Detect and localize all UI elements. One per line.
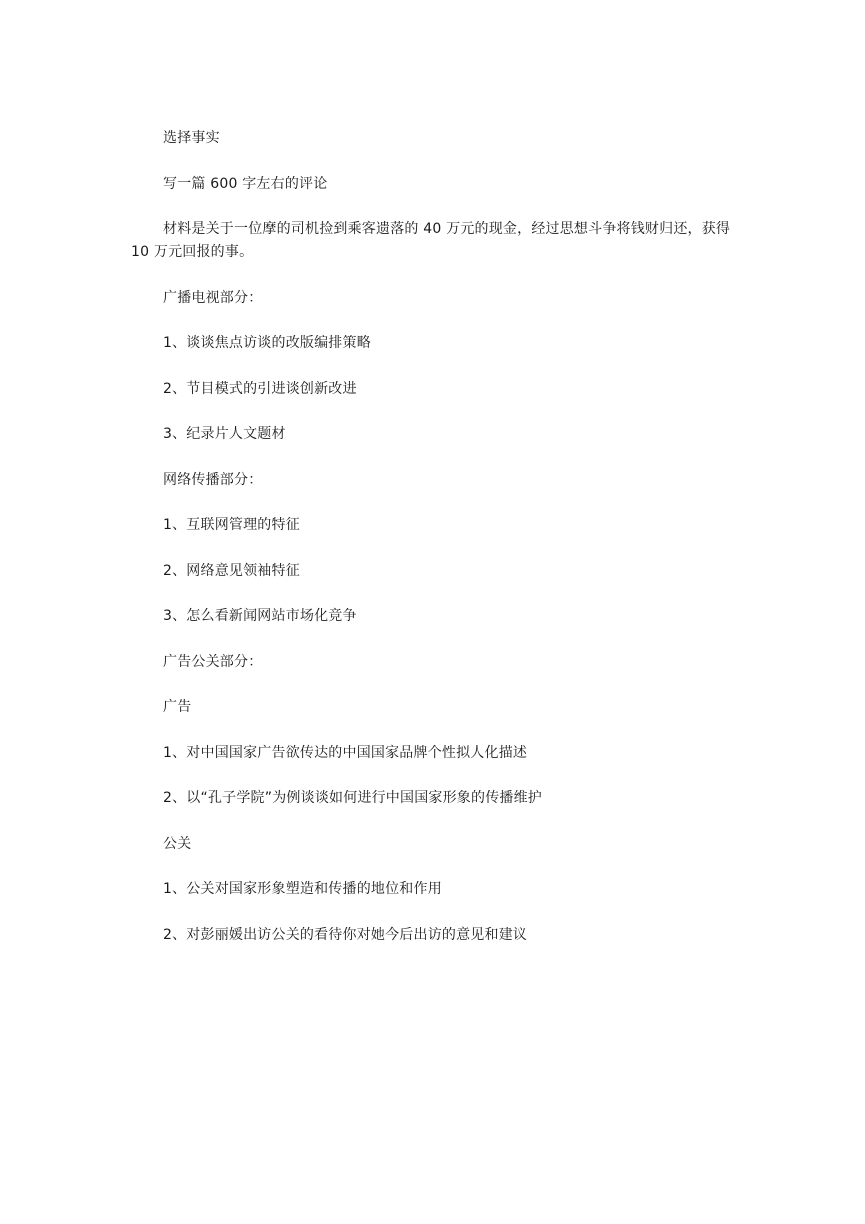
- section-heading-broadcast: 广播电视部分：: [163, 289, 263, 306]
- task-instruction: 写一篇 600 字左右的评论: [163, 175, 328, 192]
- subsection-heading-ad: 广告: [163, 699, 192, 715]
- list-item: 1、谈谈焦点访谈的改版编排策略: [163, 335, 371, 351]
- document-body: [131, 127, 731, 969]
- section-heading-ad-pr: 广告公关部分：: [163, 653, 263, 670]
- list-item: 2、对彭丽媛出访公关的看待你对她今后出访的意见和建议: [163, 926, 528, 943]
- list-item: 3、怎么看新闻网站市场化竞争: [163, 608, 357, 624]
- list-item: 2、节目模式的引进谈创新改进: [163, 380, 357, 397]
- list-item: 1、对中国国家广告欲传达的中国国家品牌个性拟人化描述: [163, 744, 528, 761]
- section-heading-choose-facts: 选择事实: [163, 130, 220, 146]
- list-item: 1、公关对国家形象塑造和传播的地位和作用: [163, 881, 442, 897]
- material-description: 材料是关于一位摩的司机捡到乘客遗落的 40 万元的现金，经过思想斗争将钱财归还，获得 10 万元回报的事。: [131, 221, 731, 260]
- section-heading-network: 网络传播部分：: [163, 471, 263, 488]
- list-item: 2、网络意见领袖特征: [163, 562, 300, 579]
- list-item: 3、纪录片人文题材: [163, 426, 286, 442]
- list-item: 1、互联网管理的特征: [163, 517, 300, 533]
- list-item: 2、以“孔子学院”为例谈谈如何进行中国国家形象的传播维护: [163, 790, 543, 806]
- subsection-heading-pr: 公关: [163, 835, 192, 852]
